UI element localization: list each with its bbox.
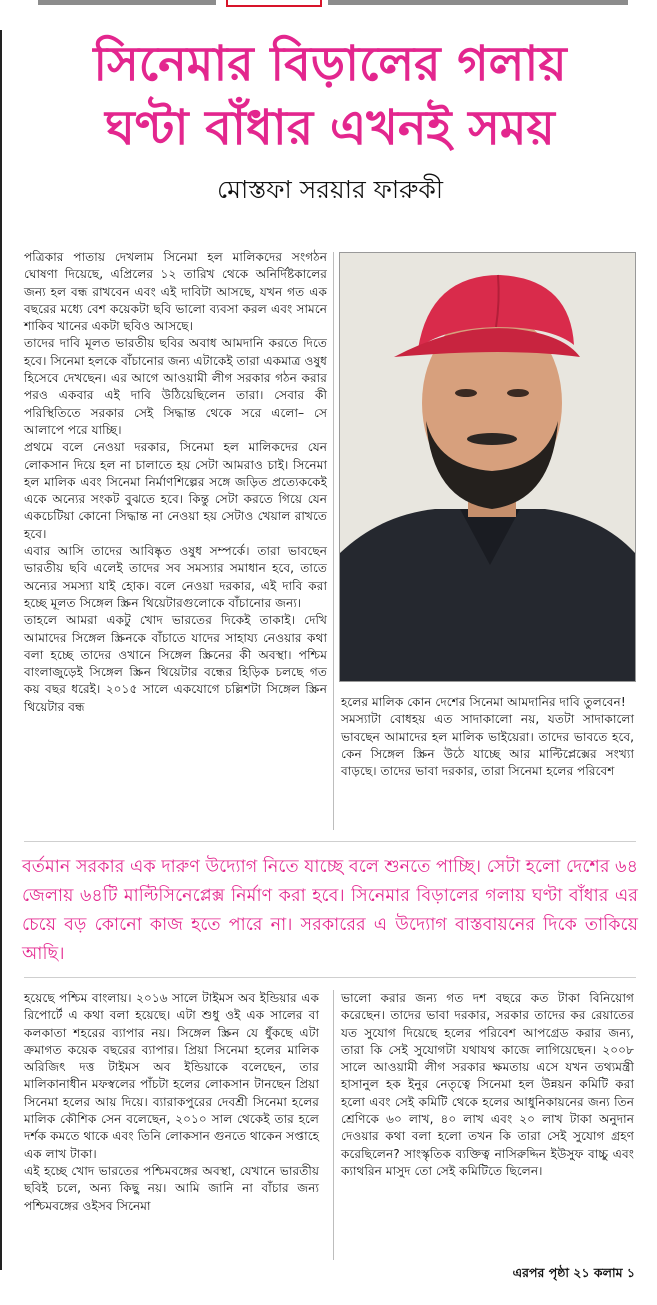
column-divider <box>333 252 334 830</box>
paragraph: ভালো করার জন্য গত দশ বছরে কত টাকা বিনিয়োগ করেছেন। তাদের ভাবা দরকার, সরকার তাদের কর রেয়াতের যত সুযোগ দিয়েছে হলের পরিবেশ আপগ্রেড করার জন্য, তারা কি সেই সুযোগটা যথাযথ কাজে লাগিয়েছেন। ২০০৮ সালে আওয়ামী লীগ সরকার ক্ষমতায় এসে যখন তথ্যমন্ত্রী হাসানুল হক ইনুর নেতৃত্বে সিনেমা হল উন্নয়ন কমিটি করা হলো এবং সেই কমিটি থেকে হলের আধুনিকায়নের জন্য তিন শ্রেণিকে ৬০ লাখ, ৪০ লাখ এবং ২০ লাখ টাকা অনুদান দেওয়ার কথা বলা হলো তখন কি তারা সেই সুযোগ গ্রহণ করেছিলেন? সাংস্কৃতিক ব্যক্তিত্ব নাসিরুদ্দিন ইউসুফ বাচ্চু এবং ক্যাথরিন মাসুদ তো সেই কমিটিতে ছিলেন। <box>341 991 634 1178</box>
pull-quote-text: বর্তমান সরকার এক দারুণ উদ্যোগ নিতে যাচ্ছে বলে শুনতে পাচ্ছি। সেটা হলো দেশের ৬৪ জেলায় ৬৪টি মাল্টিসিনেপ্লেক্স নির্মাণ করা হবে। সিনেমার বিড়ালের গলায় ঘণ্টা বাঁধার এর চেয়ে বড় কোনো কাজ হতে পারে না। সরকারের এ উদ্যোগ বাস্তবায়নের দিকে তাকিয়ে আছি। <box>22 857 638 964</box>
paragraph: হলের মালিক কোন দেশের সিনেমা আমদানির দাবি তুলবেন! <box>341 695 626 709</box>
page-edge-rule <box>0 30 2 1270</box>
article-column-4 <box>341 990 634 1180</box>
headline-line-1: সিনেমার বিড়ালের গলায় <box>93 36 567 92</box>
pull-quote-bottom-rule <box>24 977 636 978</box>
author-byline: মোস্তফা সরয়ার ফারুকী <box>216 175 443 204</box>
paragraph: এবার আসি তাদের আবিষ্কৃত ওষুধ সম্পর্কে। তারা ভাবছেন ভারতীয় ছবি এলেই তাদের সব সমস্যার সমাধান হবে, তাতে অন্যের সমস্যা যাই হোক। বলে নেওয়া দরকার, এই দাবি করা হচ্ছে মূলত সিঙ্গেল স্ক্রিন থিয়েটারগুলোকে বাঁচানোর জন্য। <box>24 544 327 610</box>
paragraph: হয়েছে পশ্চিম বাংলায়। ২০১৬ সালে টাইমস অব ইন্ডিয়ার এক রিপোর্টে এ কথা বলা হয়েছে। এটা শুধু ওই এক সালের বা কলকাতা শহরের ব্যাপার নয়। সিঙ্গেল স্ক্রিন যে ধুঁকছে এটা ক্রমাগত কয়েক বছরের ব্যাপার। প্রিয়া সিনেমা হলের মালিক অরিজিৎ দত্ত টাইমস অব ইন্ডিয়াকে বলেছেন, তার মালিকানাধীন মফস্বলের পাঁচটা হলের লোকসান টানছেন প্রিয়া সিনেমা হলের আয় দিয়ে। ব্যারাকপুরের দেবশ্রী সিনেমা হলের মালিক কৌশিক সেন বলেছেন, ২০১০ সাল থেকেই তার হলে দর্শক কমতে থাকে এবং তিনি লোকসান গুনতে থাকেন সপ্তাহে এক লাখ টাকা। <box>24 991 319 1161</box>
headline-line-2: ঘণ্টা বাঁধার এখনই সময় <box>105 100 555 156</box>
paragraph: সমস্যাটা বোধহয় এত সাদাকালো নয়, যতটা সাদাকালো ভাবছেন আমাদের হল মালিক ভাইয়েরা। তাদের ভাবতে হবে, কেন সিঙ্গেল স্ক্রিন উঠে যাচ্ছে আর মাল্টিপ্লেক্সের সংখ্যা বাড়ছে। তাদের ভাবা দরকার, তারা সিনেমা হলের পরিবেশ <box>341 712 634 779</box>
newspaper-logo-icon <box>226 0 322 7</box>
paragraph: তাদের দাবি মূলত ভারতীয় ছবির অবাধ আমদানি করতে দিতে হবে। সিনেমা হলকে বাঁচানোর জন্য এটাকেই তারা একমাত্র ওষুধ হিসেবে দেখছেন। এর আগে আওয়ামী লীগ সরকার গঠন করার পরও একবার এই দাবি উঠিয়েছিলেন তারা। সেবার কী পরিস্থিতিতে সরকার সেই সিদ্ধান্ত থেকে সরে এলো– সে আলাপে পরে যাচ্ছি। <box>24 336 327 437</box>
paragraph: পত্রিকার পাতায় দেখলাম সিনেমা হল মালিকদের সংগঠন ঘোষণা দিয়েছে, এপ্রিলের ১২ তারিখ থেকে অনির্দিষ্টকালের জন্য হল বন্ধ রাখবেন এবং এই দাবিটা আসছে, যখন গত এক বছরের মধ্যে বেশ কয়েকটা ছবি ভালো ব্যবসা করল এবং সামনে শাকিব খানের একটা ছবিও আসছে। <box>24 250 327 334</box>
paragraph: এই হচ্ছে খোদ ভারতের পশ্চিমবঙ্গের অবস্থা, যেখানে ভারতীয় ছবিই চলে, অন্য কিছু নয়। আমি জানি না বাঁচার জন্য পশ্চিমবঙ্গের ওইসব সিনেমা <box>24 1163 319 1213</box>
article-column-3 <box>24 990 319 1215</box>
article-column-2 <box>341 694 634 780</box>
column-divider <box>333 990 334 1260</box>
pull-quote <box>22 853 638 969</box>
top-rule-right <box>328 0 628 5</box>
author-photo <box>339 252 636 682</box>
top-rule-left <box>38 0 216 5</box>
paragraph: তাহলে আমরা একটু খোদ ভারতের দিকেই তাকাই। দেখি আমাদের সিঙ্গেল স্ক্রিনকে বাঁচাতে যাদের সাহায্য নেওয়ার কথা বলা হচ্ছে তাদের ওখানে সিঙ্গেল স্ক্রিনের কী অবস্থা। পশ্চিম বাংলাজুড়েই সিঙ্গেল স্ক্রিন থিয়েটার বন্ধের হিড়িক চলছে গত কয় বছর ধরেই। ২০১৫ সালে একযোগে চল্লিশটা সিঙ্গেল স্ক্রিন থিয়েটার বন্ধ <box>24 613 327 714</box>
paragraph: প্রথমে বলে নেওয়া দরকার, সিনেমা হল মালিকদের যেন লোকসান দিয়ে হল না চালাতে হয় সেটা আমরাও চাই। সিনেমা হল মালিক এবং সিনেমা নির্মাণশিল্পের সঙ্গে জড়িত প্রত্যেককেই একে অন্যের সংকট বুঝতে হবে। কিন্তু সেটা করতে গিয়ে যেন একচেটিয়া কোনো সিদ্ধান্ত না নেওয়া হয় সেটাও খেয়াল রাখতে হবে। <box>24 440 327 541</box>
pull-quote-top-rule <box>24 841 636 842</box>
article-column-1 <box>24 249 327 716</box>
continued-on-page: এরপর পৃষ্ঠা ২১ কলাম ১ <box>512 1265 635 1280</box>
